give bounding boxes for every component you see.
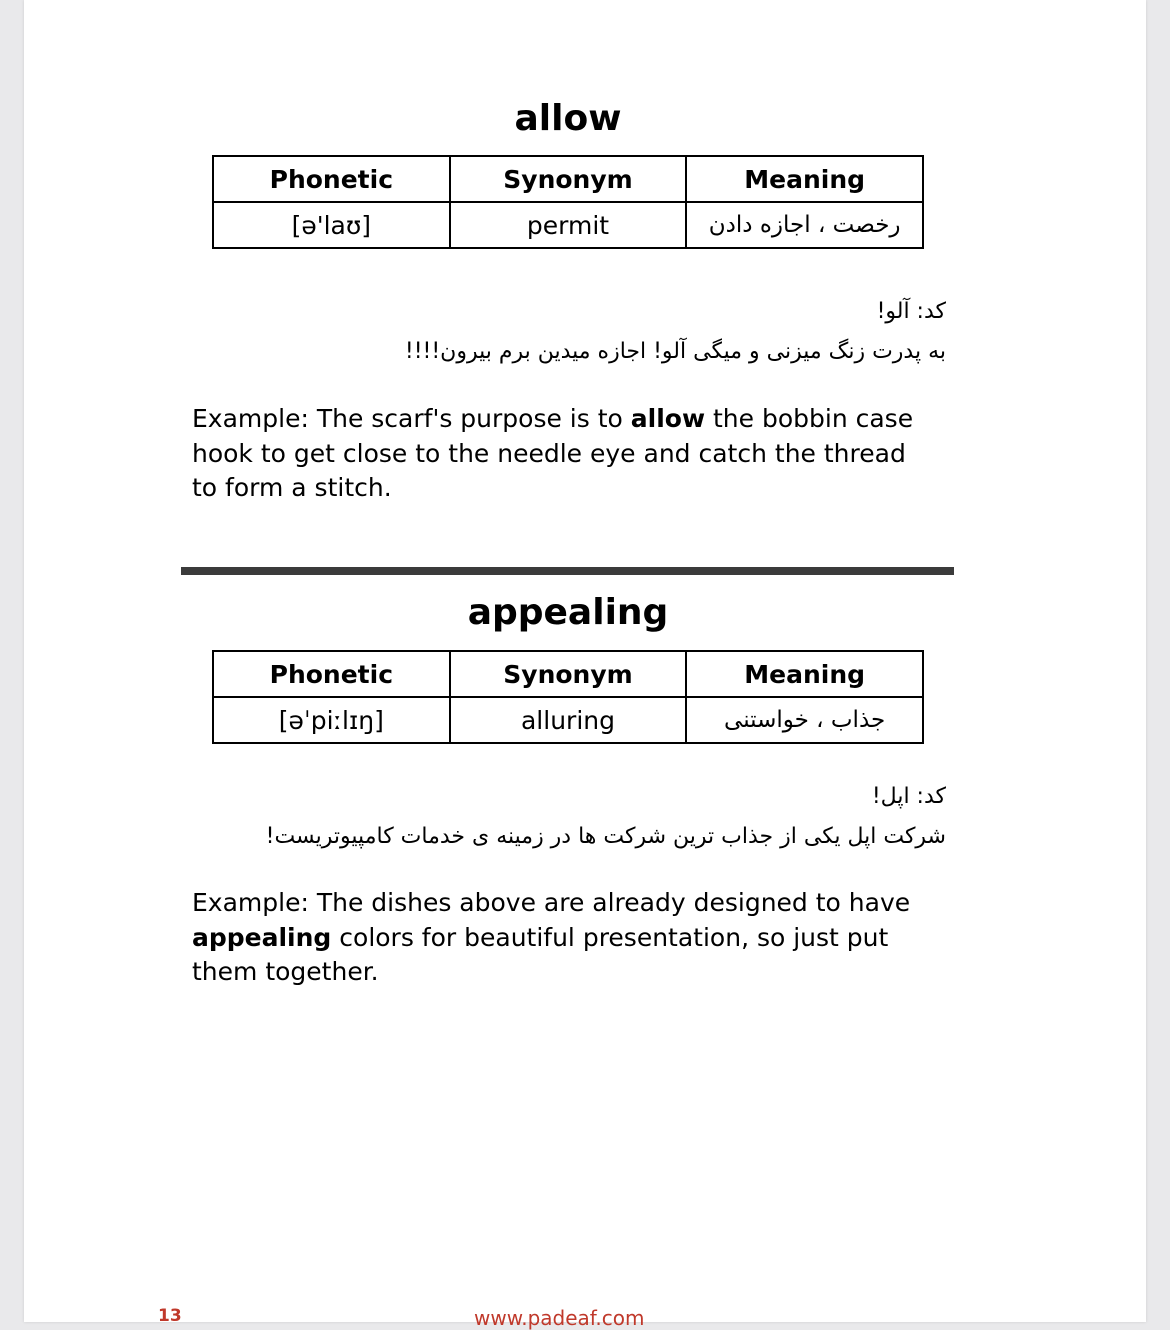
example-keyword: allow <box>630 404 706 433</box>
section-divider <box>181 567 954 575</box>
example-keyword: appealing <box>192 922 332 952</box>
synonym-header: Synonym <box>450 651 687 697</box>
example-text: Example: The scarf's purpose is to <box>192 404 631 433</box>
word-title-allow: allow <box>514 98 622 139</box>
phonetic-cell: [əˈpiːlɪŋ] <box>213 697 450 743</box>
phonetic-cell: [ə'laʊ] <box>213 202 450 248</box>
mnemonic-block-allow <box>206 292 946 372</box>
vocab-table-allow <box>212 155 924 249</box>
page-number: 13 <box>158 1306 182 1326</box>
example-text: the bobbin case hook to get close to the needle eye and catch the thread to form a stitch. <box>192 404 914 502</box>
document-page <box>24 0 1146 1330</box>
word-title-appealing: appealing <box>467 592 669 633</box>
synonym-header: Synonym <box>450 156 687 202</box>
phonetic-header: Phonetic <box>213 651 450 697</box>
table-header-row <box>213 651 923 697</box>
synonym-cell: alluring <box>450 697 687 743</box>
mnemonic-code-text: به پدرت زنگ میزنی و میگی آلو! اجازه میدین برم بیرون!!!! <box>404 339 946 364</box>
meaning-header: Meaning <box>686 651 923 697</box>
example-text: Example: The dishes above are already designed to have <box>192 888 911 917</box>
mnemonic-code-label: کد: آلو! <box>876 299 946 324</box>
vocab-table-appealing <box>212 650 924 744</box>
table-row <box>213 697 923 743</box>
mnemonic-code-label: کد: اپل! <box>871 784 946 809</box>
phonetic-header: Phonetic <box>213 156 450 202</box>
table-header-row <box>213 156 923 202</box>
meaning-cell: رخصت ، اجازه دادن <box>686 202 923 248</box>
example-sentence-appealing <box>192 886 932 990</box>
footer-site-link[interactable]: www.padeaf.com <box>474 1306 645 1330</box>
mnemonic-code-text: شرکت اپل یکی از جذاب ترین شرکت ها در زمینه ی خدمات کامپیوتریست! <box>265 824 946 849</box>
synonym-cell: permit <box>450 202 687 248</box>
meaning-header: Meaning <box>686 156 923 202</box>
mnemonic-block-appealing <box>206 777 946 857</box>
example-sentence-allow <box>192 402 932 506</box>
meaning-cell: جذاب ، خواستنی <box>686 697 923 743</box>
table-row <box>213 202 923 248</box>
example-text: colors for beautiful presentation, so just put them together. <box>192 922 889 986</box>
